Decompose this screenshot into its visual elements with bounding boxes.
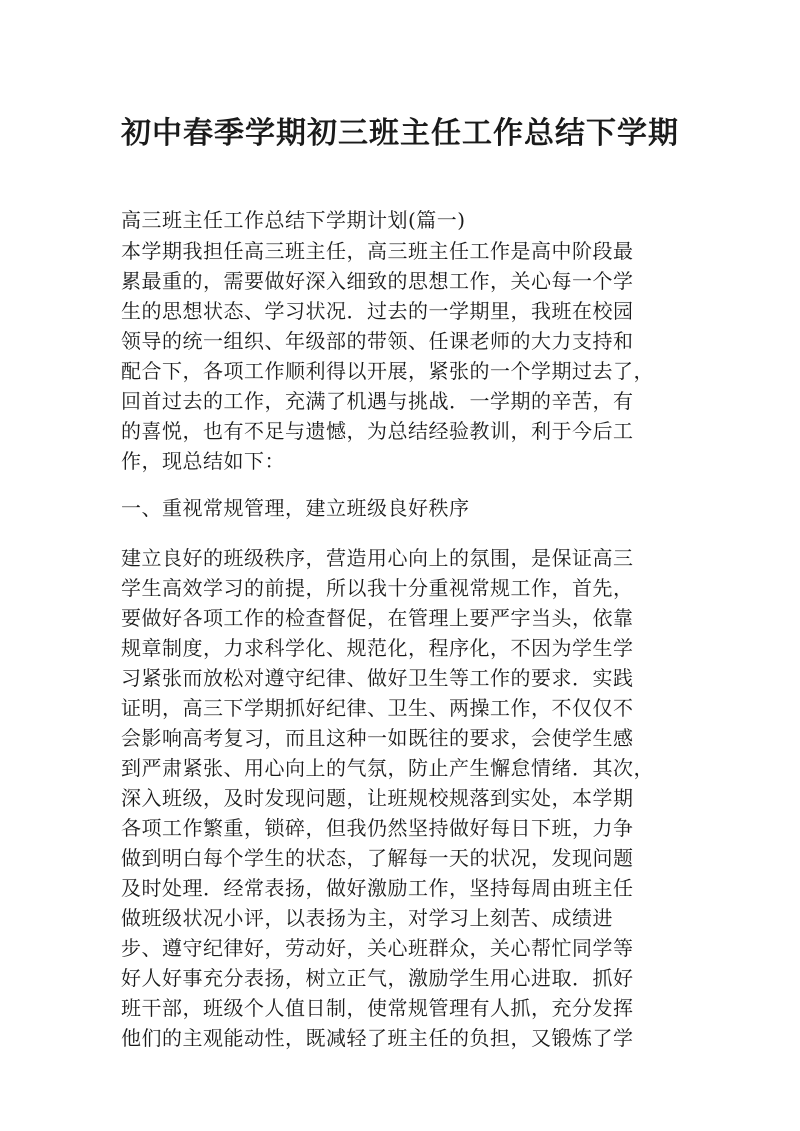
document-title: 初中春季学期初三班主任工作总结下学期 [121,116,679,151]
intro-line: 回首过去的工作，充满了机遇与挑战．一学期的辛苦，有 [121,389,634,413]
body-line: 各项工作繁重，锁碎，但我仍然坚持做好每日下班，力争 [121,816,634,840]
body-line: 步、遵守纪律好，劳动好，关心班群众，关心帮忙同学等 [121,936,634,960]
intro-line: 累最重的，需要做好深入细致的思想工作，关心每一个学 [121,269,634,293]
intro-line: 作，现总结如下： [121,449,285,473]
intro-line: 本学期我担任高三班主任，高三班主任工作是高中阶段最 [121,239,634,263]
body-line: 会影响高考复习，而且这种一如既往的要求，会使学生感 [121,726,634,750]
intro-line: 领导的统一组织、年级部的带领、任课老师的大力支持和 [121,329,634,353]
body-line: 习紧张而放松对遵守纪律、做好卫生等工作的要求．实践 [121,666,634,690]
body-line: 建立良好的班级秩序，营造用心向上的氛围，是保证高三 [121,546,634,570]
body-line: 做班级状况小评，以表扬为主，对学习上刻苦、成绩进 [121,906,613,930]
body-line: 学生高效学习的前提，所以我十分重视常规工作，首先， [121,576,634,600]
body-line: 做到明白每个学生的状态，了解每一天的状况，发现问题 [121,846,634,870]
body-line: 到严肃紧张、用心向上的气氛，防止产生懈怠情绪．其次， [121,756,654,780]
intro-line: 的喜悦，也有不足与遗憾，为总结经验教训，利于今后工 [121,419,634,443]
body-line: 班干部，班级个人值日制，使常规管理有人抓，充分发挥 [121,996,634,1020]
body-line: 深入班级，及时发现问题，让班规校规落到实处，本学期 [121,786,634,810]
subtitle: 高三班主任工作总结下学期计划(篇一) [121,208,466,232]
intro-line: 生的思想状态、学习状况．过去的一学期里，我班在校园 [121,299,634,323]
intro-line: 配合下，各项工作顺利得以开展，紧张的一个学期过去了， [121,359,654,383]
body-line: 证明，高三下学期抓好纪律、卫生、两操工作，不仅仅不 [121,696,634,720]
body-line: 规章制度，力求科学化、规范化，程序化，不因为学生学 [121,636,634,660]
body-line: 要做好各项工作的检查督促，在管理上要严字当头，依靠 [121,606,634,630]
body-line: 好人好事充分表扬，树立正气，激励学生用心进取．抓好 [121,966,634,990]
body-line: 他们的主观能动性，既减轻了班主任的负担，又锻炼了学 [121,1026,634,1050]
section-heading: 一、重视常规管理，建立班级良好秩序 [121,496,470,520]
body-line: 及时处理．经常表扬，做好激励工作，坚持每周由班主任 [121,876,634,900]
